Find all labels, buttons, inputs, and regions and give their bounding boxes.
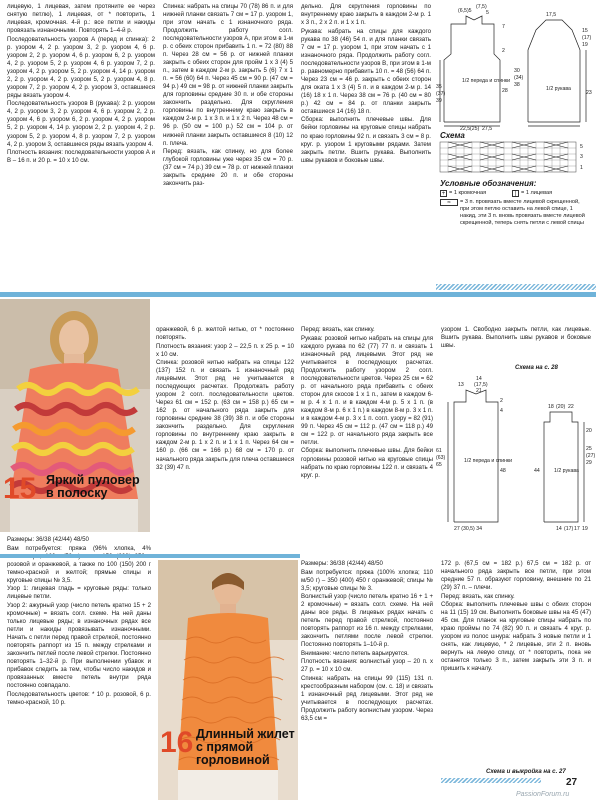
s1-dim-38: 38 (514, 82, 520, 88)
s1-schema-title: Схема (440, 131, 465, 140)
s1-body-outline (444, 16, 500, 122)
model16-title: Длинный жилет с прямой горловиной (196, 727, 295, 768)
s1-c2-p2: Перед: вязать, как спинку, но для более глубокой горловины уже через 35 см = 70 р. (37 см = 74 р.) 39 см = 78 р. от нижней планки закрыть средние 20 п. и обе стороны закончить раз- (163, 148, 293, 188)
s1-legend-knit-icon: | (512, 190, 519, 197)
s2-dim-48: 48 (500, 468, 506, 474)
section1-column-2 (163, 3, 293, 288)
s2-c1-p5: Последовательность цветов: * 10 р. розовой, 6 р. темно-красной, 10 р. (7, 690, 151, 706)
s2-dim-25: 25 (586, 446, 592, 452)
s2-dim-63: (63) (436, 455, 446, 461)
s3-c2-p2: Перед: вязать, как спинку. (441, 592, 515, 600)
s3-hatch-decoration (441, 778, 541, 783)
s1-hatch-decoration (436, 284, 596, 290)
s3-c2-p1: 172 р. (67,5 см = 182 р.) 67,5 см = 182 р. от начального ряда закрыть все петли, при этом средние 57 п. образуют горловину, внешние по 21 (29) 37 п. – плечи. (441, 560, 591, 592)
s3-c1-p3: Волнистый узор (число петель кратно 16 + 1 + 2 кромочные) = вязать согл. схеме. На ней даны все ряды. В лицевых рядах начать с петель перед правой стрелкой, постоянно повторять раппорт из 16 п. между стрелками, закончить петлями после левой стрелки. Постоянно повторять 1–10-й р. (301, 593, 433, 649)
s3-c1-p4: Внимание: число петель варьируется. (301, 649, 409, 657)
s2-dim-18: 18 (548, 404, 554, 410)
model16-number: 16 (160, 726, 194, 759)
s1-c1-p4: Плотность вязания: последовательности узоров А и В – 16 п. и 20 р. = 10 х 10 см. (7, 149, 155, 165)
s2-c2-p1: оранжевой, 6 р. желтой нитью, от * постоянно повторять. (156, 326, 294, 342)
s1-sleeve-top: 17,5 (546, 12, 557, 18)
s2-dim-bottom: 27 (30,5) 34 (454, 526, 482, 532)
section2-column-2 (156, 326, 294, 556)
s2-dim-20: (20) (556, 404, 566, 410)
section1-column-1 (7, 3, 155, 288)
s2-piece-label: 1/2 переда и спинки (464, 458, 513, 464)
page-number: 27 (566, 777, 578, 788)
s1-dim-7: 7 (502, 24, 505, 30)
s2-c3-p3: Сборка: выполнить плечевые швы. Для бейки горловины розовой нитью на круговые спицы набрать по краю горловины 122 п. и связать 4 круг. р. (301, 447, 433, 479)
section3-column-2 (441, 560, 591, 768)
s2-sleeve-label: 1/2 рукава (554, 468, 579, 474)
s1-c1-p3: Последовательность узоров В (рукава): 2 р. узором 4, 2 р. узором 3, 2 р. узором 4, 6 р. узором 2, 2 р. узором 4, 6 р. узором 6, 2 р. узором 4, 2 р. узором 5, 2 р. узором 4, 14 р. узором 2, 2 р. узором 4, 2 р. узором 5, 2 р. узором 4, 8 р. узором 7, 2 р. узором 4, 2 р. узором 3, оставшиеся ряды вязать узором 4. (7, 100, 155, 148)
s1-dim-27-5: 27,5 (482, 126, 493, 132)
s1-legend-title: Условные обозначения: (440, 179, 537, 188)
section-divider-1 (0, 292, 596, 297)
s1-dim-37: (37) (436, 91, 446, 97)
s3-c1-p6: Спинка: набрать на спицы 99 (115) 131 п. крестообразным набором (см. с. 18) и связать 1 изнаночный ряд лицевыми. Этот ряд не учитывается в последующих расчетах. Продолжить работу волнистым узором. Через 63,5 см = (301, 674, 433, 723)
model15-title: Яркий пуловер в полоску (46, 473, 140, 501)
s1-sleeve-label: 1/2 рукава (546, 86, 571, 92)
s1-dim-5: 5 (486, 10, 489, 16)
s2-dim-27: (27) (586, 453, 596, 459)
s1-dim-25: (25) (470, 126, 480, 132)
s1-legend-text-1: = 1 кромочная (449, 190, 487, 196)
s1-dim-35: 35 (436, 84, 442, 90)
s1-dim-17: (17) (582, 35, 592, 41)
s2-c2-p3: Спинка: розовой нитью набрать на спицы 122 (137) 152 п. и связать 1 изнаночный ряд лицевыми. Этот ряд не учитывается в последующих расчетах. Продолжать работу узором 2 согл. последовательности цветов. Через 61 см = 152 р. (63 см = 158 р.) 65 см = 162 р. от начального ряда закрыть для горловины средние 38 (39) 38 п. и обе стороны закончить раздельно. Для скругления горловины по внутреннему краю закрыть в каждом 2-м р. 1 х 2 п. и 1 х 1 п. Через 64 см = 160 р. (66 см = 166 р.) 68 см = 170 р. от начального ряда закрыть для плеча оставшиеся 32 (39) 47 п. (156, 359, 294, 471)
section2-schematic (436, 372, 594, 532)
s2-dim-17b: (17) (564, 526, 574, 532)
section2-column-1 (7, 536, 151, 796)
s1-row-1: 1 (580, 165, 583, 171)
s1-row-3: 3 (580, 154, 583, 160)
s2-dim-21: 21 (476, 388, 482, 394)
s1-legend-text-3: = 3 п. провязать вместе лицевой скрещенной, при этом петлю оставить на левой спице, 1 накид, эти 3 п. вновь провязать вместе лицевой скрещенной, теперь снять петли с левой спицы (460, 199, 585, 226)
s2-dim-44: 44 (534, 468, 540, 474)
model15-number: 15 (3, 472, 37, 505)
s2-dim-4: 4 (500, 408, 503, 414)
s3-c2-p3: Сборка: выполнить плечевые швы с обеих сторон на 11 (15) 19 см. Выполнить боковые швы на 45 (47) 45 см. Для планок на круговые спицы набрать по краю проймы по 74 (82) 90 п. и связать 4 круг. р. узором из полос шнура: набрать 3 новые петли и 1 снять, как лицевую, * 2 лицевые, эти 2 п. вновь вернуть на левую спицу, от * повторить, пока не останется только 3 п., затем закрыть эти 3 п. и пришить к началу. (441, 601, 591, 673)
s2-dim-17-5: (17,5) (474, 382, 488, 388)
s2-c1-p1: Размеры: 36/38 (42/44) 48/50 (7, 536, 89, 543)
s2-dim-14b: 14 (556, 526, 562, 532)
s1-c3-p1: дельно. Для скругления горловины по внутреннему краю закрыть в каждом 2-м р. 1 х 3 п., 2 х 2 п. и 1 х 1 п. (301, 3, 431, 27)
s1-dim-30: 30 (514, 68, 520, 74)
s1-legend-text-2: = 1 лицевая (521, 190, 553, 196)
s1-dim-28: 28 (502, 88, 508, 94)
s1-dim-top-left: (6,5)5 (458, 8, 472, 14)
s1-dim-19: 19 (582, 42, 588, 48)
s2-dim-61: 61 (436, 448, 442, 454)
s2-dim-19: 19 (582, 526, 588, 532)
s2-dim-17c: 17 (574, 526, 580, 532)
s2-c1-p2: Вам потребуется: пряжа (96% хлопка, 4% розовой и оранжевой, а также по 100 (150) 200 г темно-красной и желтой; прямые спицы и круговые спицы № 3,5. (7, 544, 151, 584)
s1-legend-row-2 (512, 190, 592, 197)
s1-legend-row-3 (440, 199, 590, 227)
s2-dim-22: 22 (568, 404, 574, 410)
s2-c3-p1: Перед: вязать, как спинку. (301, 326, 375, 333)
s2-c3-p2: Рукава: розовой нитью набрать на спицы для каждого рукава по 62 (77) 77 п. и связать 1 изнаночный ряд лицевыми. Этот ряд не учитывается в последующих расчетах. Продолжить работу узором 2 согл. последовательности цветов. Через 25 см = 62 р. от начального ряда прибавить с обеих сторон для скосов 1 х 1 п., затем в каждом 6-м р. 4 х 1 п. и в каждом 4-м р. 5 х 1 п. (в каждом 8-м р. 6 х 1 п.) в каждом 8-м р. 3 х 1 п. и в каждом 4-м р. 3 х 1 п. согл. узору = 82 (91) 99 п. Через 45 см = 112 р. (47 см = 118 р.) 49 см = 122 р. от начального ряда закрыть все петли. (301, 334, 433, 446)
s1-legend-cross-icon: ≈ (440, 199, 458, 206)
s1-row-5: 5 (580, 144, 583, 150)
s2-c1-p3: Узор 1: лицевая гладь = круговые ряды: только лицевые петли. (7, 585, 151, 601)
s2-c1-p4: Узор 2: ажурный узор (число петель кратно 15 + 2 кромочные) = вязать согл. схеме. На ней даны только лицевые ряды; в изнаночных рядах все петли и накиды провязывать изнаночными. Начать с петли перед правой стрелкой, постоянно повторять раппорт из 15 п. между стрелками и закончить петлей после левой стрелки. Постоянно повторять 1–32-й р. При выполнении убавок и прибавок следить за тем, чтобы число накидов и провязанных вместе петель внутри ряда постоянно совпадало. (7, 601, 151, 690)
s2-dim-29: 29 (586, 460, 592, 466)
site-watermark: PassionForum.ru (516, 791, 570, 798)
s1-c3-p3: Сборка: выполнить плечевые швы. Для бейки горловины на круговые спицы набрать по краю горловины 92 п. и связать 3 см = 8 р. круг. р. узором 1 круговыми рядами. Затем закрыть петли. Вшить рукава. Выполнить швы рукавов и боковые швы. (301, 116, 431, 164)
section1-schematic (436, 2, 594, 130)
s2-c4-p1: узором 1. Свободно закрыть петли, как лицевые. Вшить рукава. Выполнить швы рукавов и боковые швы. (441, 326, 591, 350)
s3-c1-p5: Плотность вязания: волнистый узор – 20 п. х 27 р. = 10 х 10 см. (301, 658, 433, 674)
s1-sleeve-outline (528, 20, 580, 122)
s3-caption: Схема и выкройка на с. 27 (486, 768, 566, 775)
s2-dim-2: 2 (500, 398, 503, 404)
s1-legend-row-1 (440, 190, 510, 197)
s2-dim-13: 13 (458, 382, 464, 388)
s1-piece-label: 1/2 переда и спинки (462, 78, 511, 84)
s1-c1-p1: лицевую, 1 лицевая, затем протяните ее через снятую петлю), 1 лицевая, от * повторить, 1 лицевая, кромочная. 4-й р.: все петли и накиды провязать изнаночными. Повторять 1–4-й р. (7, 3, 155, 35)
s1-dim-15: 15 (582, 28, 588, 34)
s1-legend-selvage-icon: + (441, 191, 446, 197)
s1-dim-39: 39 (436, 98, 442, 104)
s1-dim-2: 2 (502, 48, 505, 54)
section2-column-4 (441, 326, 591, 366)
s2-schema-caption: Схема на с. 28 (515, 364, 558, 371)
s1-c3-p2: Рукава: набрать на спицы для каждого рукава по 38 (46) 54 п. и для планки связать 7 см = 17 р. узором 1, при этом начать с 1 изнаночного ряда. Продолжить работу согл. последовательности узоров В, при этом в 1-м р. равномерно прибавить 10 п. = 48 (56) 64 п. Через 23 см = 46 р. закрыть с обеих сторон для оката 1 х 3 (4) 5 п. и в каждом 2-м р. 14 (16) 18 х 1 п. Через 38 см = 76 р. (40 см = 80 р.) 42 см = 84 р. от планки закрыть оставшиеся 14 (16) 18 п. (301, 27, 431, 115)
section-divider-2 (0, 554, 300, 558)
s1-dim-23: 23 (586, 90, 592, 96)
section1-column-3 (301, 3, 431, 288)
s1-dim-34: (34) (514, 75, 524, 81)
s2-dim-65: 65 (436, 462, 442, 468)
s2-c2-p2: Плотность вязания: узор 2 – 22,5 п. х 25 р. = 10 х 10 см. (156, 342, 294, 358)
s3-c1-p2: Вам потребуется: пряжа (100% хлопка; 110 м/50 г) – 350 (400) 450 г оранжевой; спицы № 3,5; круговые спицы № 3. (301, 568, 433, 592)
section2-column-3 (301, 326, 433, 556)
s2-dim-14: 14 (476, 376, 482, 382)
s1-dim-neck: (7,5) (476, 4, 487, 10)
s1-dim-22-5: 22,5 (460, 126, 471, 132)
s1-c1-p2: Последовательность узоров А (перед и спинка): 2 р. узором 4, 2 р. узором 3, 2 р. узором 4, 6 р. узором 2, 2 р. узором 4, 6 р. узором 6, 2 р. узором 4, 2 р. узором 5, 2 р. узором 4, 6 р. узором 7, 2 р. узором 4, 2 р. узором 5, 2 р. узором 4, 14 р. узором 2, 2 р. узором 4, 2 р. узором 5, 2 р. узором 4, 8 р. узором 7, 2 р. узором 4, 2 р. узором 3, оставшиеся ряды вязать узором 4. (7, 35, 155, 99)
s2-dim-20b: 20 (586, 428, 592, 434)
section3-column-1 (301, 560, 433, 796)
s1-stitch-chart (440, 142, 590, 176)
s3-c1-p1: Размеры: 36/38 (42/44) 48/50 (301, 560, 383, 567)
s1-c2-p1: Спинка: набрать на спицы 70 (78) 86 п. и для нижней планки связать 7 см = 17 р. узором 1, при этом начать с 1 изнаночного ряда. Продолжить работу согл. последовательности узоров А, при этом в 1-м р. с обеих сторон прибавить 1 п. = 72 (80) 88 п. Через 28 см = 56 р. от нижней планки закрыть с обеих сторон для пройм 1 х 3 (4) 5 п., затем в каждом 2-м р. закрыть 5 (6) 7 х 1 п. = 56 (60) 64 п. Через 45 см = 90 р. (47 см = 94 р.) 49 см = 98 р. от нижней планки закрыть для горловины средние 30 п. и обе стороны закончить раздельно. Для скругления горловины по внутреннему краю закрыть в каждом 2-м р. 1 х 3 п. и 1 х 2 п. Через 48 см = 96 р. (50 см = 100 р.) 52 см = 104 р. от нижней планки закрыть оставшиеся 8 (10) 12 п. плеча. (163, 3, 293, 147)
